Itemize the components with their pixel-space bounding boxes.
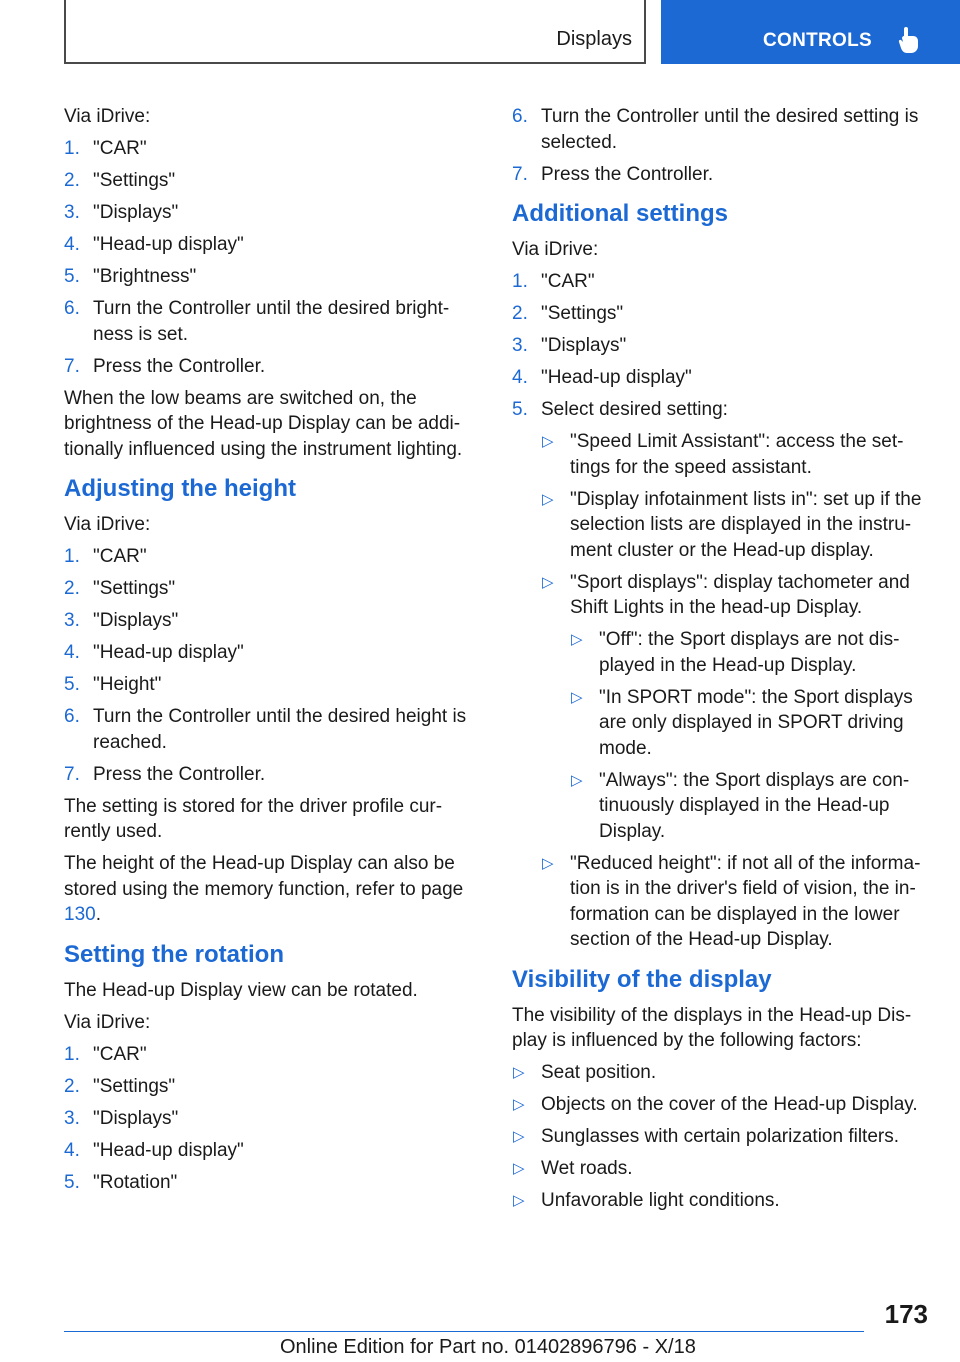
list-item [64, 544, 476, 570]
step-number: 4. [64, 1139, 80, 1161]
list-item [541, 851, 932, 953]
factor-text: Objects on the cover of the Head-up Display. [541, 1094, 918, 1115]
list-item [64, 200, 476, 226]
list-item [64, 296, 476, 347]
height-note-memory [64, 851, 476, 928]
additional-intro: Via iDrive: [512, 239, 599, 260]
rotation-intro: Via iDrive: [64, 1011, 151, 1033]
factor-text: Unfavorable light conditions. [541, 1190, 780, 1211]
step-number: 3. [512, 335, 528, 356]
step-number: 2. [512, 303, 528, 324]
triangle-bullet-icon: ▷ [542, 573, 554, 591]
footer-divider [64, 1331, 864, 1332]
step-number: 2. [64, 578, 80, 599]
step-text: "CAR" [93, 546, 147, 567]
triangle-bullet-icon: ▷ [513, 1128, 525, 1145]
settings-options-list [541, 429, 932, 953]
step-number: 7. [64, 355, 80, 377]
controls-tab-label: CONTROLS [763, 30, 873, 51]
height-intro: Via iDrive: [64, 514, 151, 535]
step-text: "Head-up display" [93, 642, 244, 663]
list-item [512, 1156, 932, 1182]
list-item [64, 354, 476, 380]
step-text: "Settings" [93, 578, 176, 599]
step-text: "Rotation" [93, 1171, 178, 1193]
list-item [64, 608, 476, 634]
step-text: "Settings" [93, 1075, 176, 1097]
step-text: "Head-up display" [93, 1139, 244, 1161]
step-text: Press the Controller. [541, 163, 714, 185]
step-number: 7. [64, 763, 80, 785]
list-item [541, 429, 932, 480]
list-item [512, 397, 932, 953]
option-sport-always: "Always": the Sport displays are con‐tinuously displayed in the Head-up Display. [599, 769, 910, 842]
list-item [512, 365, 932, 391]
sport-options-list [570, 627, 932, 844]
additional-steps [512, 269, 932, 953]
controls-tab[interactable] [661, 0, 960, 64]
pointing-hand-icon [897, 26, 919, 54]
factor-text: Wet roads. [541, 1158, 633, 1179]
step-number: 3. [64, 202, 80, 223]
list-item [512, 104, 932, 155]
step-text: "Displays" [93, 202, 179, 223]
option-sport-off: "Off": the Sport displays are not dis‐played in the Head-up Display. [599, 629, 900, 676]
step-text: "Brightness" [93, 266, 197, 287]
step-number: 1. [64, 546, 80, 567]
edition-footer: Online Edition for Part no. 01402896796 - X/18 [280, 1336, 696, 1358]
step-number: 5. [512, 399, 528, 420]
option-sport-mode: "In SPORT mode": the Sport displays are only displayed in SPORT driving mode. [599, 686, 913, 759]
list-item [64, 672, 476, 698]
option-reduced-height: "Reduced height": if not all of the informa‐tion is in the driver's field of vision, the in‐formation can be displayed in the lower section of the Head-up Display. [570, 852, 921, 950]
step-number: 6. [512, 106, 528, 127]
step-text: "CAR" [93, 138, 147, 159]
step-number: 1. [512, 271, 528, 292]
visibility-desc: The visibility of the displays in the Head-up Dis‐play is influenced by the following factors: [512, 1004, 912, 1051]
height-note-end: . [95, 904, 101, 925]
triangle-bullet-icon: ▷ [542, 854, 554, 872]
list-item [512, 1188, 932, 1214]
step-text: "Displays" [541, 335, 627, 356]
step-number: 2. [64, 170, 80, 191]
triangle-bullet-icon: ▷ [513, 1096, 525, 1113]
list-item [512, 301, 932, 327]
rotation-steps [64, 1042, 476, 1196]
list-item [541, 570, 932, 845]
list-item [512, 333, 932, 359]
step-text: Press the Controller. [93, 355, 266, 377]
option-speed-limit: "Speed Limit Assistant": access the set‐tings for the speed assistant. [570, 431, 904, 478]
right-column [512, 104, 932, 1220]
list-item [64, 1170, 476, 1196]
step-text: Turn the Controller until the desired setting is selected. [541, 106, 919, 153]
step-text: "Displays" [93, 1107, 179, 1129]
rotation-desc: The Head-up Display view can be rotated. [64, 979, 418, 1001]
height-note-profile: The setting is stored for the driver profile cur‐rently used. [64, 795, 443, 842]
list-item [570, 627, 932, 678]
page-number: 173 [884, 1299, 928, 1329]
step-text: "CAR" [93, 1043, 147, 1065]
brightness-note: When the low beams are switched on, the brightness of the Head-up Display can be addi‐tionally influenced using the instrument lighting. [64, 387, 463, 460]
brightness-steps [64, 136, 476, 379]
step-number: 6. [64, 298, 80, 319]
step-text: Press the Controller. [93, 763, 266, 785]
step-text: "CAR" [541, 271, 595, 292]
option-infotainment-lists: "Display infotainment lists in": set up if the selection lists are displayed in the instru‐ment cluster or the Head-up display. [570, 488, 922, 561]
list-item [64, 136, 476, 162]
step-number: 4. [512, 367, 528, 388]
list-item [64, 1074, 476, 1100]
list-item [512, 1060, 932, 1086]
section-title: Displays [556, 28, 632, 50]
list-item [570, 768, 932, 845]
factor-text: Sunglasses with certain polarization filters. [541, 1126, 900, 1147]
list-item [512, 1124, 932, 1150]
additional-settings-heading: Additional settings [512, 200, 728, 227]
step-number: 7. [512, 163, 528, 185]
list-item [64, 1042, 476, 1068]
step-text: Select desired setting: [541, 399, 728, 420]
rotation-steps-continued [512, 104, 932, 187]
left-column [64, 104, 476, 1202]
triangle-bullet-icon: ▷ [571, 771, 583, 789]
step-text: "Settings" [541, 303, 624, 324]
visibility-factors-list [512, 1060, 932, 1214]
triangle-bullet-icon: ▷ [513, 1192, 525, 1209]
option-sport-displays: "Sport displays": display tachometer and Shift Lights in the head-up Display. [570, 571, 910, 618]
step-number: 1. [64, 1043, 80, 1065]
step-number: 5. [64, 1171, 80, 1193]
step-number: 4. [64, 234, 80, 255]
list-item [64, 576, 476, 602]
step-text: "Head-up display" [541, 367, 692, 388]
step-text: "Height" [93, 674, 162, 695]
step-number: 3. [64, 610, 80, 631]
step-text: Turn the Controller until the desired height is reached. [93, 706, 467, 753]
list-item [512, 1092, 932, 1118]
step-text: Turn the Controller until the desired bright‐ness is set. [93, 298, 450, 345]
step-number: 2. [64, 1075, 80, 1097]
list-item [64, 704, 476, 755]
factor-text: Seat position. [541, 1062, 657, 1083]
brightness-intro: Via iDrive: [64, 106, 151, 127]
step-number: 5. [64, 266, 80, 287]
triangle-bullet-icon: ▷ [513, 1064, 525, 1081]
step-text: "Displays" [93, 610, 179, 631]
triangle-bullet-icon: ▷ [571, 688, 583, 706]
triangle-bullet-icon: ▷ [542, 433, 554, 450]
list-item [64, 264, 476, 290]
triangle-bullet-icon: ▷ [571, 631, 583, 648]
step-text: "Settings" [93, 170, 176, 191]
step-number: 1. [64, 138, 80, 159]
height-heading: Adjusting the height [64, 475, 296, 502]
visibility-heading: Visibility of the display [512, 965, 772, 993]
step-number: 4. [64, 642, 80, 663]
step-text: "Head-up display" [93, 234, 244, 255]
triangle-bullet-icon: ▷ [513, 1160, 525, 1177]
list-item [64, 762, 476, 788]
list-item [64, 1138, 476, 1164]
list-item [541, 487, 932, 564]
step-number: 3. [64, 1107, 80, 1129]
list-item [64, 640, 476, 666]
height-note-text: The height of the Head-up Display can also be stored using the memory function, refer to page [64, 853, 464, 900]
step-number: 6. [64, 706, 80, 727]
list-item [64, 1106, 476, 1132]
page-reference-link[interactable]: 130 [64, 904, 96, 925]
list-item [64, 168, 476, 194]
height-steps [64, 544, 476, 787]
rotation-heading: Setting the rotation [64, 940, 284, 968]
list-item [512, 162, 932, 188]
list-item [570, 685, 932, 762]
triangle-bullet-icon: ▷ [542, 490, 554, 508]
list-item [512, 269, 932, 295]
header-section-box [64, 0, 646, 64]
step-number: 5. [64, 674, 80, 695]
list-item [64, 232, 476, 258]
